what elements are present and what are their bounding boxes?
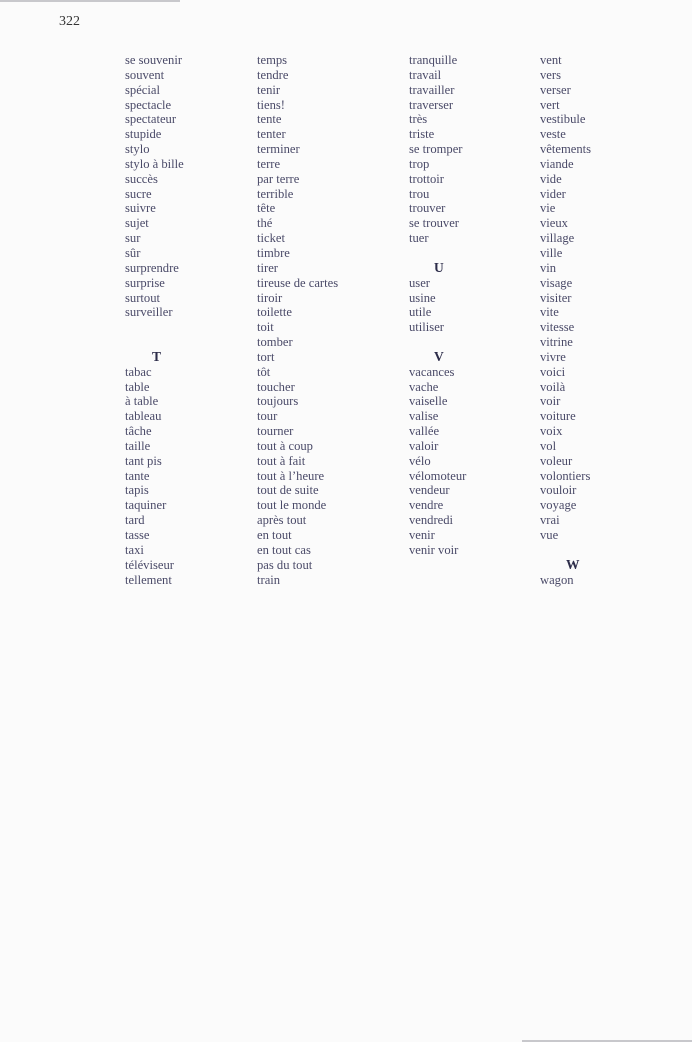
vocabulary-entry: tout le monde <box>257 498 327 513</box>
vocabulary-entry: tellement <box>125 572 172 587</box>
vocabulary-entry: ville <box>540 245 563 260</box>
vocabulary-entry: sucre <box>125 186 152 201</box>
vocabulary-entry: très <box>409 112 428 127</box>
vocabulary-entry: usine <box>409 290 436 305</box>
vocabulary-entry: travailler <box>409 82 455 97</box>
vocabulary-entry: toucher <box>257 379 295 394</box>
vocabulary-entry: vallée <box>409 424 440 439</box>
vocabulary-entry: travail <box>409 67 442 82</box>
vocabulary-entry: terrible <box>257 186 294 201</box>
vocabulary-entry: tour <box>257 409 278 424</box>
vocabulary-entry: tasse <box>125 528 150 542</box>
blank-line <box>409 335 466 350</box>
section-letter-heading: V <box>434 348 444 364</box>
vocabulary-entry: trop <box>409 156 430 171</box>
vocabulary-entry: user <box>409 275 430 290</box>
vocabulary-entry: spécial <box>125 82 160 97</box>
vocabulary-entry: village <box>540 231 575 246</box>
vocabulary-entry: vendredi <box>409 513 454 528</box>
vocabulary-entry: voix <box>540 424 563 439</box>
vocabulary-entry: venir <box>409 528 435 542</box>
vocabulary-entry: vendeur <box>409 483 450 498</box>
vocabulary-entry: vie <box>540 201 556 216</box>
vocabulary-entry: triste <box>409 127 435 142</box>
vocabulary-entry: utiliser <box>409 320 444 335</box>
vocabulary-entry: voilà <box>540 379 566 394</box>
vocabulary-entry: surprise <box>125 275 165 290</box>
vocabulary-entry: trou <box>409 186 430 201</box>
vocabulary-entry: wagon <box>540 572 574 587</box>
vocabulary-entry: tête <box>257 201 276 216</box>
vocabulary-entry: vieux <box>540 216 568 231</box>
blank-line <box>125 335 184 350</box>
vocabulary-entry: visiter <box>540 290 572 305</box>
vocabulary-column-1 <box>125 53 184 587</box>
vocabulary-entry: voici <box>540 364 566 379</box>
top-edge-rule <box>0 0 180 2</box>
vocabulary-entry: toit <box>257 320 274 335</box>
vocabulary-entry: vouloir <box>540 483 577 498</box>
vocabulary-entry: voyage <box>540 498 577 513</box>
vocabulary-entry: pas du tout <box>257 557 313 572</box>
vocabulary-entry: verser <box>540 82 571 97</box>
section-letter-heading: W <box>566 556 580 572</box>
vocabulary-entry: sur <box>125 231 141 246</box>
vocabulary-entry: timbre <box>257 245 290 260</box>
vocabulary-entry: vaiselle <box>409 394 448 409</box>
section-letter-heading: T <box>152 348 162 364</box>
vocabulary-column-4 <box>540 53 591 587</box>
vocabulary-entry: tomber <box>257 335 293 350</box>
vocabulary-entry: vélo <box>409 453 431 468</box>
vocabulary-entry: se trouver <box>409 216 460 231</box>
vocabulary-entry: vêtements <box>540 142 592 157</box>
vocabulary-entry: table <box>125 379 150 394</box>
vocabulary-entry: tâche <box>125 424 152 439</box>
vocabulary-entry: ticket <box>257 231 285 246</box>
vocabulary-entry: se tromper <box>409 142 463 157</box>
vocabulary-entry: sujet <box>125 216 149 231</box>
vocabulary-entry: tort <box>257 349 275 364</box>
vocabulary-entry: toujours <box>257 394 299 409</box>
vocabulary-entry: thé <box>257 216 273 231</box>
vocabulary-entry: souvent <box>125 67 165 82</box>
vocabulary-entry: vélomoteur <box>409 468 467 483</box>
vocabulary-entry: terminer <box>257 142 300 157</box>
vocabulary-entry: volontiers <box>540 468 591 483</box>
vocabulary-entry: surveiller <box>125 305 173 320</box>
vocabulary-entry: tout à l’heure <box>257 468 325 483</box>
vocabulary-entry: voir <box>540 394 561 409</box>
vocabulary-entry: par terre <box>257 171 300 186</box>
vocabulary-entry: tourner <box>257 424 294 439</box>
vocabulary-entry: utile <box>409 305 432 320</box>
vocabulary-entry: tapis <box>125 483 149 498</box>
vocabulary-entry: vol <box>540 438 557 453</box>
vocabulary-entry: tranquille <box>409 53 458 67</box>
vocabulary-entry: tôt <box>257 364 271 379</box>
vocabulary-entry: vendre <box>409 498 444 513</box>
vocabulary-entry: vider <box>540 186 566 201</box>
vocabulary-entry: se souvenir <box>125 53 183 67</box>
vocabulary-entry: vrai <box>540 513 560 528</box>
vocabulary-entry: surtout <box>125 290 160 305</box>
vocabulary-entry: à table <box>125 394 159 409</box>
vocabulary-entry: viande <box>540 156 574 171</box>
vocabulary-entry: spectacle <box>125 97 172 112</box>
vocabulary-entry: en tout <box>257 528 292 542</box>
vocabulary-entry: vide <box>540 171 562 186</box>
vocabulary-entry: vitrine <box>540 335 573 350</box>
vocabulary-entry: venir voir <box>409 542 459 557</box>
vocabulary-entry: tant pis <box>125 453 162 468</box>
vocabulary-entry: terre <box>257 156 281 171</box>
vocabulary-entry: tout à fait <box>257 453 306 468</box>
vocabulary-entry: tabac <box>125 364 152 379</box>
vocabulary-entry: tireuse de cartes <box>257 275 339 290</box>
vocabulary-entry: spectateur <box>125 112 177 127</box>
blank-line <box>409 246 466 261</box>
vocabulary-entry: tendre <box>257 67 289 82</box>
vocabulary-column-2 <box>257 53 338 587</box>
vocabulary-entry: vitesse <box>540 320 575 335</box>
vocabulary-entry: vestibule <box>540 112 586 127</box>
vocabulary-entry: veste <box>540 127 566 142</box>
vocabulary-entry: temps <box>257 53 288 67</box>
vocabulary-entry: tout à coup <box>257 438 313 453</box>
vocabulary-entry: vivre <box>540 349 566 364</box>
vocabulary-entry: tenter <box>257 127 286 142</box>
vocabulary-entry: tuer <box>409 231 429 246</box>
vocabulary-entry: voiture <box>540 409 576 424</box>
vocabulary-entry: tiroir <box>257 290 283 305</box>
vocabulary-entry: train <box>257 572 281 587</box>
vocabulary-entry: surprendre <box>125 260 179 275</box>
vocabulary-entry: taxi <box>125 542 144 557</box>
vocabulary-entry: succès <box>125 171 158 186</box>
vocabulary-entry: après tout <box>257 513 307 528</box>
blank-line <box>125 320 184 335</box>
vocabulary-entry: tante <box>125 468 150 483</box>
blank-line <box>540 543 591 558</box>
vocabulary-entry: vacances <box>409 364 455 379</box>
vocabulary-entry: tirer <box>257 260 278 275</box>
vocabulary-entry: taille <box>125 438 151 453</box>
vocabulary-entry: toilette <box>257 305 292 320</box>
vocabulary-entry: suivre <box>125 201 156 216</box>
vocabulary-entry: valoir <box>409 438 439 453</box>
vocabulary-entry: visage <box>540 275 573 290</box>
vocabulary-entry: tenir <box>257 82 281 97</box>
vocabulary-entry: stylo à bille <box>125 156 184 171</box>
vocabulary-entry: téléviseur <box>125 557 174 572</box>
vocabulary-entry: trouver <box>409 201 446 216</box>
vocabulary-entry: trottoir <box>409 171 444 186</box>
vocabulary-entry: vin <box>540 260 557 275</box>
vocabulary-entry: tableau <box>125 409 162 424</box>
vocabulary-entry: tente <box>257 112 282 127</box>
vocabulary-entry: vent <box>540 53 562 67</box>
vocabulary-entry: vue <box>540 528 559 542</box>
vocabulary-entry: taquiner <box>125 498 167 513</box>
page-number: 322 <box>59 14 80 29</box>
vocabulary-entry: stylo <box>125 142 150 157</box>
vocabulary-entry: vite <box>540 305 559 320</box>
vocabulary-entry: vers <box>540 67 561 82</box>
vocabulary-entry: valise <box>409 409 439 424</box>
vocabulary-column-3 <box>409 53 466 558</box>
vocabulary-entry: en tout cas <box>257 542 311 557</box>
section-letter-heading: U <box>434 259 444 275</box>
vocabulary-entry: tiens! <box>257 97 285 112</box>
vocabulary-entry: vache <box>409 379 439 394</box>
vocabulary-entry: sûr <box>125 245 141 260</box>
vocabulary-entry: tard <box>125 513 145 528</box>
vocabulary-entry: stupide <box>125 127 162 142</box>
vocabulary-entry: voleur <box>540 453 573 468</box>
vocabulary-entry: tout de suite <box>257 483 319 498</box>
vocabulary-entry: traverser <box>409 97 454 112</box>
vocabulary-entry: vert <box>540 97 560 112</box>
